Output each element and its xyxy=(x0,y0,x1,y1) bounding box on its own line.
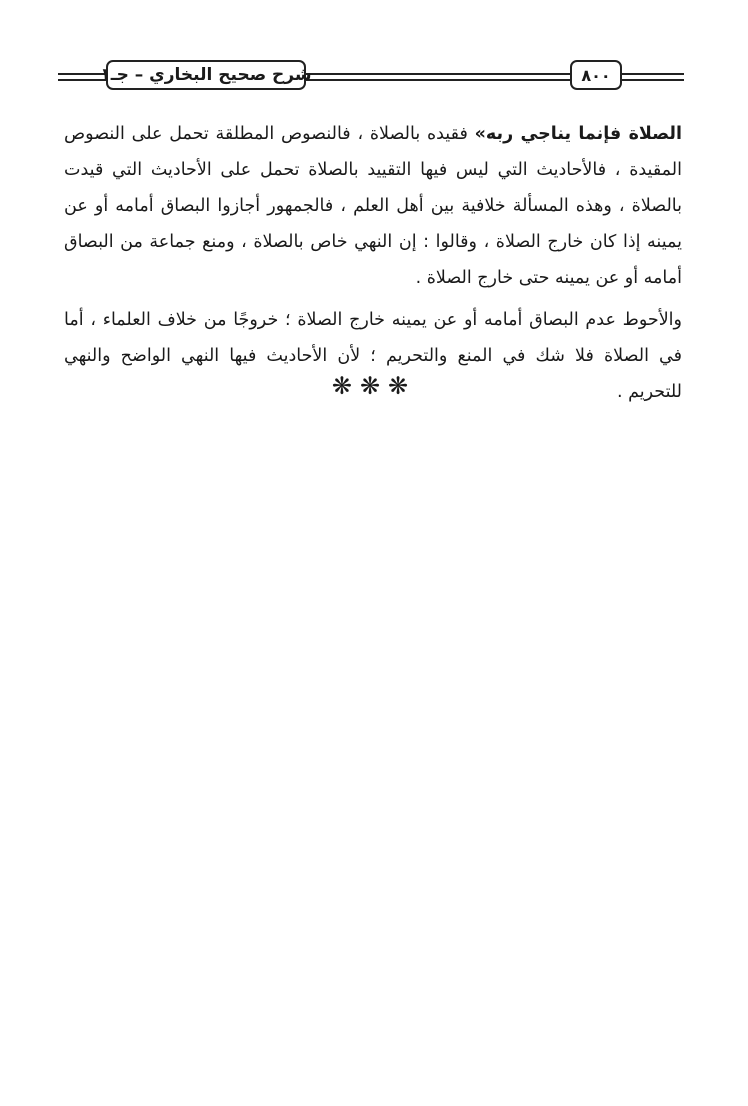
hadith-quote: الصلاة فإنما يناجي ربه» xyxy=(474,124,682,144)
paragraph-1 xyxy=(64,116,682,296)
page-header xyxy=(58,58,684,94)
main-text xyxy=(64,116,682,410)
page-number: ٨٠٠ xyxy=(570,60,622,90)
paragraph-1-text: فقيده بالصلاة ، فالنصوص المطلقة تحمل على النصوص المقيدة ، فالأحاديث التي ليس فيها التقييد بالصلاة تحمل على الأحاديث التي قيدت بالصلاة ، وهذه المسألة خلافية بين أهل العلم ، فالجمهور أجازوا البصاق أمامه أو عن يمينه إذا كان خارج الصلاة ، وقالوا : إن النهي خاص بالصلاة ، ومنع جماعة من البصاق أمامه أو عن يمينه حتى خارج الصلاة . xyxy=(64,124,682,288)
section-separator: ❋❋❋ xyxy=(331,372,417,400)
running-title: شرح صحيح البخاري – جـ١ xyxy=(106,60,306,90)
paragraph-2: والأحوط عدم البصاق أمامه أو عن يمينه خارج الصلاة ؛ خروجًا من خلاف العلماء ، أما في الصلاة فلا شك في المنع والتحريم ؛ لأن الأحاديث فيها النهي الواضح والنهي للتحريم . xyxy=(64,310,682,402)
